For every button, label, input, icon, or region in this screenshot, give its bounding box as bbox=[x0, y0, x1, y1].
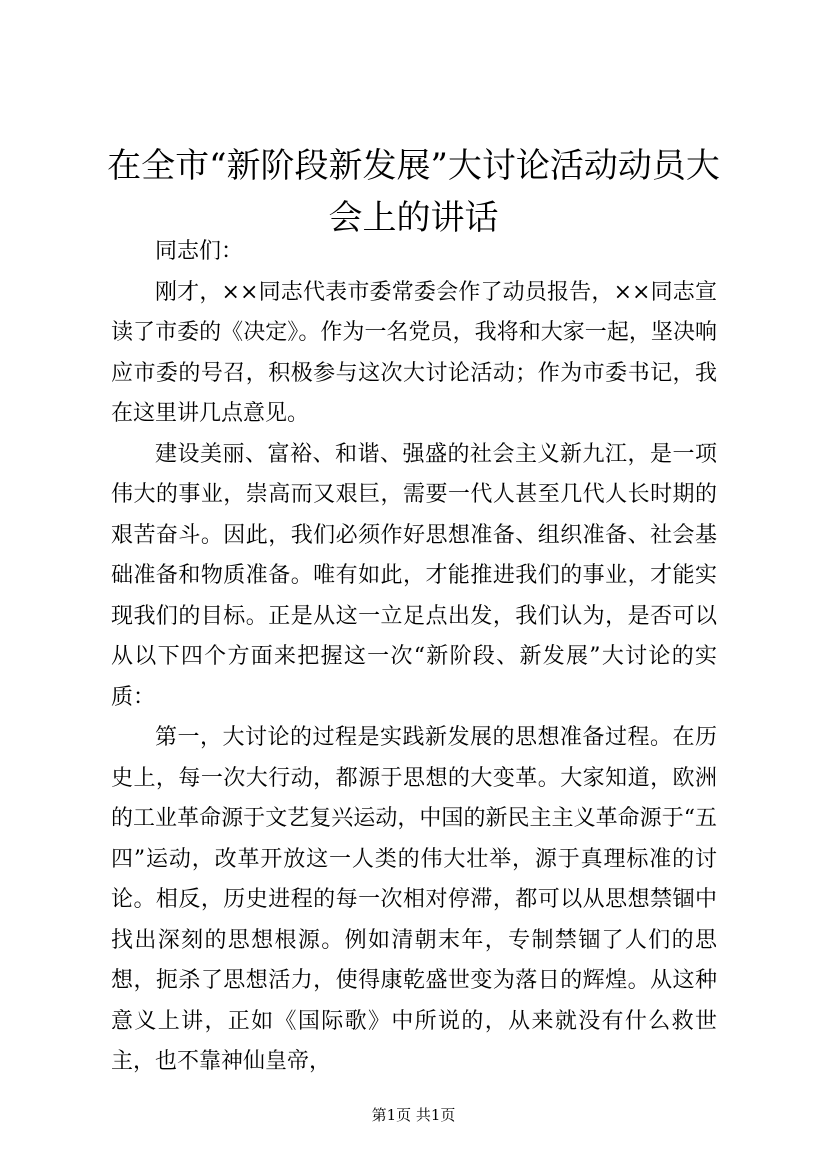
body-paragraph: 建设美丽、富裕、和谐、强盛的社会主义新九江，是一项伟大的事业，崇高而又艰巨，需要一代人甚至几代人长时期的艰苦奋斗。因此，我们必须作好思想准备、组织准备、社会基础准备和物质准备。唯有如此，才能推进我们的事业，才能实现我们的目标。正是从这一立足点出发，我们认为，是否可以从以下四个方面来把握这一次“新阶段、新发展”大讨论的实质： bbox=[111, 441, 717, 710]
document-title: 在全市“新阶段新发展”大讨论活动动员大会上的讲话 bbox=[107, 146, 720, 238]
page-footer: 第1页 共1页 bbox=[371, 1106, 456, 1124]
body-paragraph: 刚才，××同志代表市委常委会作了动员报告，××同志宣读了市委的《决定》。作为一名党员，我将和大家一起，坚决响应市委的号召，积极参与这次大讨论活动；作为市委书记，我在这里讲几点意见。 bbox=[111, 279, 717, 426]
salutation-paragraph: 同志们： bbox=[155, 239, 244, 264]
body-paragraph: 第一，大讨论的过程是实践新发展的思想准备过程。在历史上，每一次大行动，都源于思想的大变革。大家知道，欧洲的工业革命源于文艺复兴运动，中国的新民主主义革命源于“五四”运动，改革开放这一人类的伟大壮举，源于真理标准的讨论。相反，历史进程的每一次相对停滞，都可以从思想禁锢中找出深刻的思想根源。例如清朝末年，专制禁锢了人们的思想，扼杀了思想活力，使得康乾盛世变为落日的辉煌。从这种意义上讲，正如《国际歌》中所说的，从来就没有什么救世主，也不靠神仙皇帝， bbox=[111, 725, 717, 1074]
document-body bbox=[111, 232, 717, 1083]
